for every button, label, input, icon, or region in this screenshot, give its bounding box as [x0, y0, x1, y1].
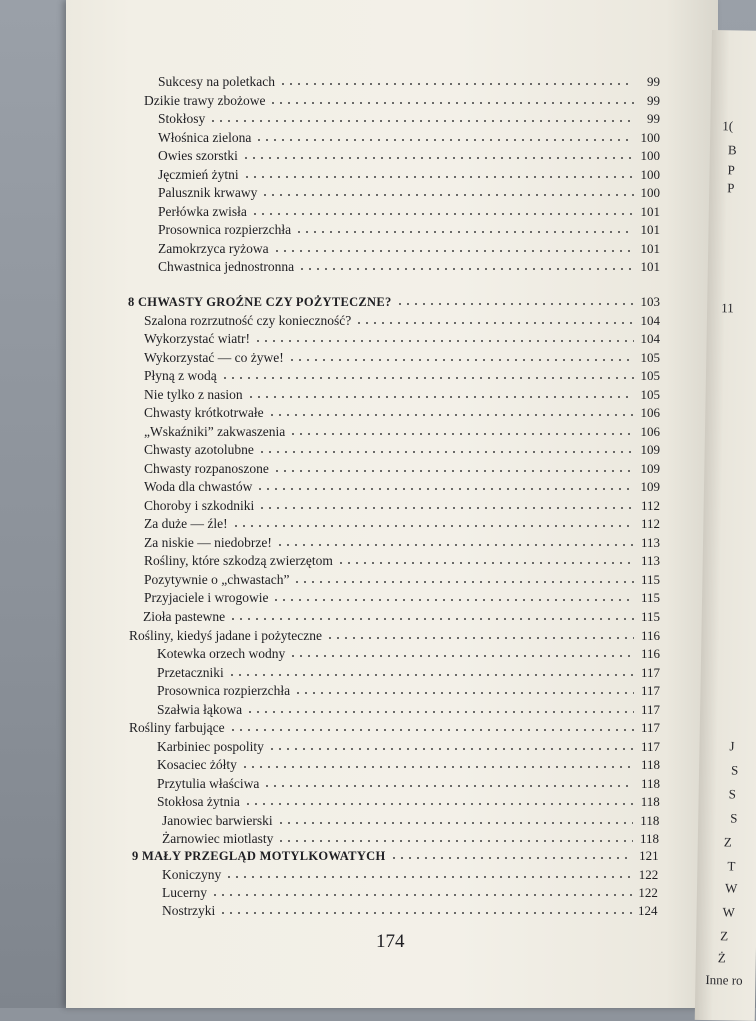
entry-title: Przyjaciele i wrogowie [144, 590, 269, 605]
dot-leader [209, 113, 634, 123]
toc-entry [144, 93, 660, 111]
entry-title: Palusznik krwawy [158, 185, 258, 200]
dot-leader [255, 132, 634, 142]
entry-title: Dzikie trawy zbożowe [144, 93, 266, 108]
entry-page-number: 104 [640, 313, 660, 328]
entry-page-number: 100 [640, 167, 660, 182]
entry-page-number: 112 [640, 498, 660, 513]
toc-entry [144, 535, 660, 553]
entry-page-number: 101 [640, 259, 660, 274]
dot-leader [263, 778, 634, 788]
dot-leader [221, 370, 634, 380]
entry-title: Kotewka orzech wodny [157, 646, 286, 661]
entry-page-number: 118 [639, 831, 659, 846]
dot-leader [293, 574, 634, 584]
dot-leader [251, 206, 634, 216]
toc-entry [157, 757, 660, 775]
entry-title: Chwasty azotolubne [144, 442, 254, 457]
entry-title: Rośliny, kiedyś jadane i pożyteczne [129, 628, 322, 643]
entry-title: Prosownica rozpierzchła [158, 222, 292, 237]
entry-page-number: 100 [640, 185, 660, 200]
entry-title: Zioła pastewne [143, 609, 226, 624]
entry-title: 9 MAŁY PRZEGLĄD MOTYLKOWATYCH [132, 849, 386, 863]
toc-entry [158, 185, 660, 203]
facing-page-fragment: S [728, 786, 737, 802]
entry-page-number: 106 [640, 424, 660, 439]
entry-page-number: 113 [640, 553, 660, 568]
dot-leader [273, 463, 634, 473]
facing-page-fragment: Ż [717, 950, 726, 966]
dot-leader [390, 850, 633, 860]
entry-page-number: 99 [647, 74, 660, 89]
facing-page-fragment: S [730, 810, 738, 826]
entry-page-number: 101 [640, 222, 660, 237]
entry-title: Wykorzystać wiatr! [144, 331, 251, 346]
dot-leader [232, 518, 634, 528]
toc-entry [162, 831, 659, 849]
toc-entry [157, 776, 660, 794]
dot-leader [289, 426, 634, 436]
page-number: 174 [376, 931, 405, 952]
toc-entry [144, 387, 660, 405]
entry-page-number: 121 [639, 848, 659, 863]
entry-page-number: 105 [640, 368, 660, 383]
entry-page-number: 101 [640, 241, 660, 256]
dot-leader [276, 537, 634, 547]
dot-leader [337, 555, 634, 565]
facing-page-fragment: W [724, 880, 738, 896]
entry-title: Karbiniec pospolity [157, 739, 264, 754]
dot-leader [289, 648, 634, 658]
entry-page-number: 100 [640, 130, 660, 145]
dot-leader [268, 407, 634, 417]
toc-entry [158, 167, 660, 185]
toc-entry [143, 609, 660, 627]
dot-leader [261, 187, 634, 197]
entry-page-number: 112 [640, 516, 660, 531]
dot-leader [243, 169, 634, 179]
entry-page-number: 118 [640, 794, 660, 809]
toc-entry [144, 498, 660, 516]
toc-entry [158, 148, 660, 166]
entry-title: Lucerny [162, 885, 207, 900]
toc-entry [158, 204, 660, 222]
toc-entry [158, 259, 660, 277]
entry-page-number: 109 [640, 442, 660, 457]
facing-page-fragment: S [730, 762, 739, 778]
entry-title: Szalona rozrzutność czy konieczność? [144, 313, 352, 328]
facing-page-fragment: Z [720, 928, 729, 944]
toc-entry [162, 867, 658, 885]
facing-page-fragment: B [727, 142, 737, 158]
facing-page-fragment: Inne ro [705, 972, 743, 988]
entry-page-number: 116 [640, 628, 660, 643]
entry-title: Choroby i szkodniki [144, 498, 255, 513]
entry-title: Rośliny farbujące [129, 720, 225, 735]
dot-leader [396, 296, 634, 306]
dot-leader [295, 224, 634, 234]
toc-entry [157, 646, 660, 664]
entry-page-number: 118 [640, 813, 660, 828]
dot-leader [229, 611, 634, 621]
dot-leader [288, 352, 634, 362]
dot-leader [268, 741, 634, 751]
entry-title: 8 CHWASTY GROŹNE CZY POŻYTECZNE? [128, 295, 392, 309]
entry-page-number: 109 [640, 461, 660, 476]
entry-title: Sukcesy na poletkach [158, 74, 275, 89]
entry-title: Nostrzyki [162, 903, 216, 918]
toc-entry [144, 461, 660, 479]
toc-entry [144, 313, 660, 331]
entry-title: Płyną z wodą [144, 368, 217, 383]
entry-page-number: 117 [640, 702, 660, 717]
facing-page-fragment: W [722, 904, 736, 920]
facing-page-fragment: T [727, 858, 736, 874]
entry-page-number: 124 [638, 903, 658, 918]
entry-title: Żarnowiec miotlasty [162, 831, 274, 846]
entry-page-number: 106 [640, 405, 660, 420]
toc-entry [144, 516, 660, 534]
dot-leader [258, 500, 634, 510]
dot-leader [277, 833, 633, 843]
toc-entry [157, 794, 660, 812]
entry-page-number: 122 [638, 867, 659, 882]
entry-title: Przetaczniki [157, 665, 224, 680]
entry-title: Przytulia właściwa [157, 776, 260, 791]
toc-entry [144, 590, 660, 608]
chapter-entry [132, 848, 659, 866]
entry-title: Włośnica zielona [158, 130, 252, 145]
entry-page-number: 117 [640, 683, 660, 698]
dot-leader [229, 722, 634, 732]
toc-entry [144, 405, 660, 423]
entry-page-number: 99 [647, 111, 660, 126]
entry-title: Za niskie — niedobrze! [144, 535, 272, 550]
toc-entry [144, 442, 660, 460]
toc-entry [129, 628, 660, 646]
entry-page-number: 118 [640, 757, 660, 772]
entry-title: Kosaciec żółty [157, 757, 237, 772]
entry-page-number: 117 [640, 665, 660, 680]
entry-title: Nie tylko z nasion [144, 387, 243, 402]
toc-entry [144, 572, 660, 590]
entry-title: Rośliny, które szkodzą zwierzętom [144, 553, 333, 568]
dot-leader [277, 815, 634, 825]
entry-title: Koniczyny [162, 867, 222, 882]
entry-page-number: 103 [640, 294, 660, 309]
entry-title: Perłówka zwisła [158, 204, 247, 219]
entry-page-number: 101 [640, 204, 660, 219]
entry-title: Janowiec barwierski [162, 813, 273, 828]
facing-page-fragment: J [729, 738, 735, 754]
toc-entry [157, 665, 660, 683]
toc-entry [144, 424, 660, 442]
dot-leader [256, 481, 634, 491]
entry-page-number: 122 [638, 885, 658, 900]
entry-title: Za duże — źle! [144, 516, 228, 531]
entry-title: Jęczmień żytni [158, 167, 239, 182]
toc-entry [157, 683, 660, 701]
entry-title: Chwasty rozpanoszone [144, 461, 269, 476]
toc-entry [162, 885, 658, 903]
entry-page-number: 117 [640, 739, 660, 754]
toc-entry [157, 739, 660, 757]
entry-page-number: 99 [647, 93, 660, 108]
entry-page-number: 118 [640, 776, 660, 791]
entry-title: Zamokrzyca ryżowa [158, 241, 269, 256]
entry-title: Pozytywnie o „chwastach” [144, 572, 290, 587]
entry-title: Prosownica rozpierzchła [157, 683, 291, 698]
chapter-entry [128, 294, 660, 312]
entry-title: Wykorzystać — co żywe! [144, 350, 284, 365]
toc-entry [157, 702, 660, 720]
entry-page-number: 115 [640, 590, 660, 605]
dot-leader [355, 315, 634, 325]
facing-page-fragment: Z [723, 834, 732, 850]
dot-leader [242, 150, 634, 160]
toc-entry [162, 903, 658, 921]
toc-entry [158, 130, 660, 148]
dot-leader [228, 667, 634, 677]
dot-leader [254, 333, 634, 343]
toc-entry [158, 241, 660, 259]
toc-entry [158, 111, 660, 129]
dot-leader [279, 76, 634, 86]
entry-title: Stokłosy [158, 111, 206, 126]
entry-title: Chwastnica jednostronna [158, 259, 295, 274]
toc-entry [144, 331, 660, 349]
dot-leader [225, 869, 632, 879]
entry-page-number: 117 [640, 720, 660, 735]
dot-leader [273, 243, 634, 253]
entry-title: Szałwia łąkowa [157, 702, 243, 717]
entry-title: Owies szorstki [158, 148, 238, 163]
facing-page-fragment: P [727, 180, 735, 196]
toc-entry [129, 720, 660, 738]
dot-leader [211, 887, 632, 897]
facing-page-fragment: 1( [722, 118, 734, 134]
entry-page-number: 109 [640, 479, 660, 494]
entry-page-number: 105 [640, 387, 660, 402]
dot-leader [326, 630, 634, 640]
dot-leader [246, 704, 634, 714]
facing-page-fragment: 11 [721, 300, 734, 316]
dot-leader [294, 685, 634, 695]
toc-entry [158, 74, 660, 92]
dot-leader [258, 444, 634, 454]
toc-entry [144, 368, 660, 386]
entry-page-number: 105 [640, 350, 660, 365]
dot-leader [298, 261, 634, 271]
dot-leader [244, 796, 634, 806]
entry-title: Woda dla chwastów [144, 479, 253, 494]
entry-page-number: 113 [640, 535, 660, 550]
entry-title: Chwasty krótkotrwałe [144, 405, 264, 420]
facing-page-fragment: P [727, 162, 735, 178]
toc-entry [162, 813, 659, 831]
toc-entry [144, 479, 660, 497]
dot-leader [272, 592, 634, 602]
entry-page-number: 115 [640, 572, 660, 587]
entry-title: Stokłosa żytnia [157, 794, 240, 809]
entry-page-number: 116 [640, 646, 660, 661]
toc-entry [158, 222, 660, 240]
entry-page-number: 115 [640, 609, 660, 624]
dot-leader [247, 389, 634, 399]
entry-page-number: 100 [640, 148, 660, 163]
dot-leader [241, 759, 634, 769]
entry-title: „Wskaźniki” zakwaszenia [144, 424, 286, 439]
dot-leader [219, 905, 631, 915]
toc-entry [144, 553, 660, 571]
toc-entry [144, 350, 660, 368]
dot-leader [269, 95, 634, 105]
entry-page-number: 104 [640, 331, 660, 346]
